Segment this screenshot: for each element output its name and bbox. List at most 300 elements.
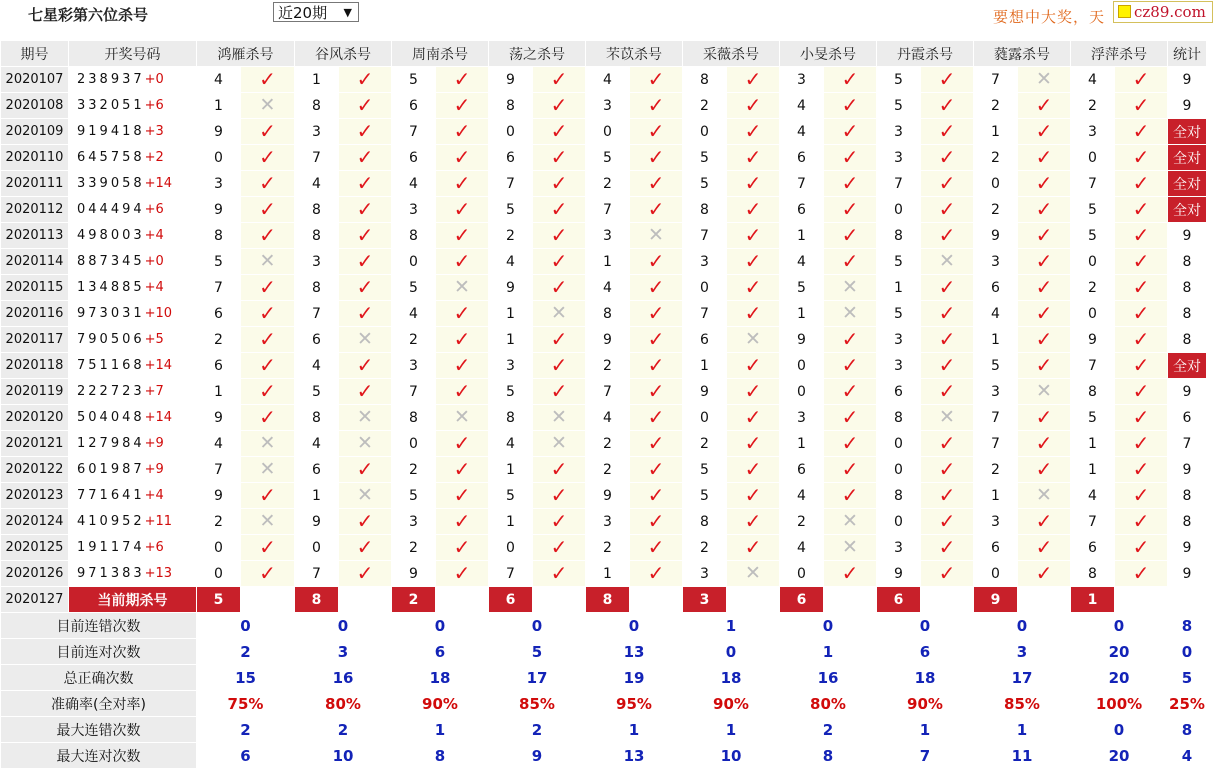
check-icon: ✓ (356, 508, 374, 533)
result-cell (533, 67, 586, 93)
kill-number-cell: 3 (780, 67, 824, 93)
stats-value: 13 (586, 639, 683, 665)
check-icon: ✓ (356, 196, 374, 221)
kill-number-cell: 8 (489, 93, 533, 119)
kill-number-cell: 1 (780, 431, 824, 457)
cross-icon: ✕ (1036, 484, 1052, 506)
kill-number-cell: 6 (683, 327, 727, 353)
kill-number-cell: 7 (489, 171, 533, 197)
cross-icon: ✕ (745, 562, 761, 584)
kill-number-cell: 3 (586, 93, 630, 119)
kill-number-cell: 0 (877, 457, 921, 483)
stats-value: 80% (295, 691, 392, 717)
table-row (1, 223, 1207, 249)
check-icon: ✓ (453, 456, 471, 481)
check-icon: ✓ (550, 170, 568, 195)
table-row (1, 119, 1207, 145)
kill-number-cell: 0 (392, 431, 436, 457)
result-cell (630, 535, 683, 561)
kill-number-cell: 7 (586, 379, 630, 405)
cross-icon: ✕ (842, 510, 858, 532)
kill-number-cell: 7 (1071, 171, 1115, 197)
kill-number-cell: 7 (392, 379, 436, 405)
stats-value: 9 (489, 743, 586, 769)
check-icon: ✓ (938, 66, 956, 91)
check-icon: ✓ (1132, 326, 1150, 351)
result-cell (824, 327, 877, 353)
draw-digits: 601987 (77, 462, 145, 477)
check-icon: ✓ (1132, 274, 1150, 299)
check-icon: ✓ (259, 482, 276, 507)
kill-number-cell: 4 (489, 249, 533, 275)
result-cell (824, 431, 877, 457)
current-stat-cell (1168, 587, 1207, 613)
table-row (1, 457, 1207, 483)
result-cell (1115, 483, 1168, 509)
kill-number-cell: 7 (683, 223, 727, 249)
check-icon: ✓ (1035, 352, 1053, 377)
site-logo[interactable] (1113, 1, 1213, 23)
check-icon: ✓ (550, 508, 568, 533)
stats-value: 18 (877, 665, 974, 691)
kill-number-cell: 2 (197, 509, 241, 535)
stats-value: 6 (197, 743, 295, 769)
kill-number-cell: 4 (295, 171, 339, 197)
result-cell (630, 483, 683, 509)
check-icon: ✓ (259, 326, 276, 351)
check-icon: ✓ (1132, 482, 1150, 507)
check-icon: ✓ (744, 534, 762, 559)
kill-number-cell: 1 (295, 67, 339, 93)
result-cell (824, 379, 877, 405)
stats-value: 16 (780, 665, 877, 691)
result-cell (1115, 93, 1168, 119)
result-cell (533, 119, 586, 145)
result-cell (339, 379, 392, 405)
result-cell (921, 353, 974, 379)
kill-number-cell: 5 (974, 353, 1018, 379)
stats-value: 0 (780, 613, 877, 639)
result-cell (533, 93, 586, 119)
kill-number-cell: 9 (683, 379, 727, 405)
result-cell (1115, 145, 1168, 171)
result-cell (921, 171, 974, 197)
check-icon: ✓ (1132, 300, 1150, 325)
period-cell: 2020107 (1, 67, 69, 93)
stats-total: 8 (1168, 613, 1207, 639)
kill-number-cell: 3 (780, 405, 824, 431)
check-icon: ✓ (453, 560, 471, 585)
all-correct-badge: 全对 (1168, 145, 1207, 171)
kill-number-cell: 3 (683, 561, 727, 587)
stats-value: 2 (197, 717, 295, 743)
draw-sum: +4 (144, 488, 164, 503)
result-cell (630, 145, 683, 171)
table-row (1, 431, 1207, 457)
table-row (1, 197, 1207, 223)
result-cell (921, 93, 974, 119)
check-icon: ✓ (938, 274, 956, 299)
cross-icon: ✕ (259, 510, 276, 532)
cross-icon: ✕ (454, 276, 470, 298)
check-icon: ✓ (1035, 92, 1053, 117)
result-cell (1115, 223, 1168, 249)
check-icon: ✓ (841, 560, 859, 585)
result-cell (533, 275, 586, 301)
result-cell (824, 301, 877, 327)
check-icon: ✓ (550, 352, 568, 377)
kill-number-cell: 3 (1071, 119, 1115, 145)
result-cell (436, 509, 489, 535)
kill-number-cell: 5 (683, 145, 727, 171)
all-correct-badge: 全对 (1168, 353, 1207, 379)
check-icon: ✓ (259, 118, 276, 143)
draw-sum: +14 (144, 410, 173, 425)
result-cell (824, 93, 877, 119)
result-cell (921, 483, 974, 509)
draw-digits: 973031 (77, 306, 145, 321)
result-cell (339, 93, 392, 119)
cross-icon: ✕ (842, 536, 858, 558)
result-cell (824, 405, 877, 431)
check-icon: ✓ (356, 248, 374, 273)
check-icon: ✓ (841, 352, 859, 377)
draw-numbers-cell (69, 119, 197, 145)
result-cell (436, 119, 489, 145)
kill-number-cell: 2 (683, 431, 727, 457)
period-cell: 2020123 (1, 483, 69, 509)
draw-numbers-cell (69, 327, 197, 353)
result-cell (727, 535, 780, 561)
result-cell (241, 67, 295, 93)
header-row (1, 41, 1207, 67)
result-cell (1115, 535, 1168, 561)
stats-label: 最大连对次数 (1, 743, 197, 769)
check-icon: ✓ (1132, 170, 1150, 195)
draw-digits: 771641 (77, 488, 145, 503)
result-cell (1018, 405, 1071, 431)
kill-number-cell: 4 (780, 483, 824, 509)
kill-number-cell: 4 (489, 431, 533, 457)
draw-sum: +7 (144, 384, 164, 399)
check-icon: ✓ (938, 430, 956, 455)
draw-digits: 504048 (77, 410, 145, 425)
check-icon: ✓ (1132, 378, 1150, 403)
kill-number-cell: 6 (974, 535, 1018, 561)
period-select[interactable] (273, 2, 359, 22)
kill-number-cell: 3 (974, 509, 1018, 535)
check-icon: ✓ (356, 560, 374, 585)
result-cell (1018, 145, 1071, 171)
kill-number-cell: 0 (1071, 301, 1115, 327)
kill-number-cell: 0 (489, 119, 533, 145)
cross-icon: ✕ (357, 432, 373, 454)
cross-icon: ✕ (842, 302, 858, 324)
stat-cell: 9 (1168, 67, 1207, 93)
draw-numbers-cell (69, 301, 197, 327)
column-header: 浮萍杀号 (1071, 41, 1168, 67)
stats-value: 1 (780, 639, 877, 665)
check-icon: ✓ (550, 482, 568, 507)
check-icon: ✓ (453, 196, 471, 221)
result-cell (533, 197, 586, 223)
result-cell (921, 197, 974, 223)
stats-value: 8 (780, 743, 877, 769)
draw-numbers-cell (69, 379, 197, 405)
result-cell (824, 457, 877, 483)
check-icon: ✓ (1035, 300, 1053, 325)
draw-numbers-cell (69, 561, 197, 587)
result-cell (339, 561, 392, 587)
kill-number-cell: 8 (295, 275, 339, 301)
period-cell: 2020109 (1, 119, 69, 145)
check-icon: ✓ (744, 430, 762, 455)
result-cell (630, 119, 683, 145)
kill-number-cell: 5 (780, 275, 824, 301)
stats-row (1, 743, 1207, 769)
draw-sum: +4 (144, 228, 164, 243)
column-header: 期号 (1, 41, 69, 67)
stats-total: 8 (1168, 717, 1207, 743)
kill-number-cell: 9 (197, 197, 241, 223)
check-icon: ✓ (1035, 404, 1053, 429)
kill-number-cell: 7 (489, 561, 533, 587)
result-cell (436, 171, 489, 197)
result-cell (824, 197, 877, 223)
check-icon: ✓ (841, 118, 859, 143)
draw-digits: 410952 (77, 514, 145, 529)
stats-value: 85% (974, 691, 1071, 717)
kill-number-cell: 5 (392, 483, 436, 509)
result-cell (436, 483, 489, 509)
stats-label: 目前连错次数 (1, 613, 197, 639)
result-cell (241, 327, 295, 353)
kill-number-cell: 3 (683, 249, 727, 275)
kill-number-cell: 6 (877, 379, 921, 405)
result-cell (630, 405, 683, 431)
result-cell (630, 67, 683, 93)
check-icon: ✓ (841, 92, 859, 117)
kill-number-cell: 2 (683, 535, 727, 561)
kill-number-cell: 0 (974, 171, 1018, 197)
period-cell: 2020121 (1, 431, 69, 457)
kill-number-cell: 6 (780, 145, 824, 171)
kill-number-cell: 8 (877, 405, 921, 431)
result-cell (630, 353, 683, 379)
check-icon: ✓ (1035, 560, 1053, 585)
result-cell (630, 431, 683, 457)
kill-number-cell: 3 (392, 197, 436, 223)
draw-digits: 222723 (77, 384, 145, 399)
logo-square-icon (1118, 5, 1131, 18)
draw-sum: +2 (144, 150, 164, 165)
check-icon: ✓ (453, 378, 471, 403)
stat-cell: 8 (1168, 509, 1207, 535)
table-row (1, 301, 1207, 327)
result-cell (1115, 353, 1168, 379)
result-cell (241, 457, 295, 483)
result-cell (727, 431, 780, 457)
check-icon: ✓ (1132, 430, 1150, 455)
check-icon: ✓ (744, 222, 762, 247)
kill-number-cell: 0 (683, 119, 727, 145)
kill-number-cell: 9 (197, 405, 241, 431)
result-cell (533, 483, 586, 509)
kill-number-cell: 4 (586, 67, 630, 93)
column-header: 荡之杀号 (489, 41, 586, 67)
kill-number-cell: 3 (877, 535, 921, 561)
kill-number-cell: 1 (197, 379, 241, 405)
check-icon: ✓ (550, 92, 568, 117)
column-header: 蕤露杀号 (974, 41, 1071, 67)
kill-number-cell: 6 (392, 93, 436, 119)
kill-number-cell: 0 (586, 119, 630, 145)
kill-number-cell: 8 (683, 509, 727, 535)
table-row (1, 93, 1207, 119)
kill-number-cell: 0 (295, 535, 339, 561)
stats-value: 0 (586, 613, 683, 639)
current-blank-cell (630, 587, 683, 613)
period-cell: 2020125 (1, 535, 69, 561)
check-icon: ✓ (1132, 560, 1150, 585)
result-cell (533, 431, 586, 457)
kill-number-cell: 5 (877, 93, 921, 119)
check-icon: ✓ (744, 352, 762, 377)
cross-icon: ✕ (357, 328, 373, 350)
kill-number-cell: 3 (392, 353, 436, 379)
check-icon: ✓ (1132, 456, 1150, 481)
check-icon: ✓ (938, 326, 956, 351)
check-icon: ✓ (453, 222, 471, 247)
check-icon: ✓ (1035, 118, 1053, 143)
period-select-value: 近20期 (278, 4, 328, 22)
result-cell (1115, 197, 1168, 223)
check-icon: ✓ (938, 300, 956, 325)
kill-number-cell: 0 (877, 197, 921, 223)
period-cell: 2020111 (1, 171, 69, 197)
kill-number-cell: 4 (780, 93, 824, 119)
top-bar (0, 0, 1215, 35)
kill-number-cell: 9 (197, 483, 241, 509)
stats-value: 80% (780, 691, 877, 717)
check-icon: ✓ (1132, 66, 1150, 91)
check-icon: ✓ (1132, 144, 1150, 169)
result-cell (241, 379, 295, 405)
draw-sum: +6 (144, 98, 164, 113)
check-icon: ✓ (647, 196, 665, 221)
check-icon: ✓ (938, 482, 956, 507)
result-cell (727, 93, 780, 119)
result-cell (339, 353, 392, 379)
result-cell (436, 93, 489, 119)
check-icon: ✓ (647, 170, 665, 195)
kill-number-cell: 1 (974, 327, 1018, 353)
kill-number-cell: 2 (974, 145, 1018, 171)
result-cell (241, 249, 295, 275)
column-header: 小旻杀号 (780, 41, 877, 67)
result-cell (727, 67, 780, 93)
check-icon: ✓ (841, 482, 859, 507)
check-icon: ✓ (453, 66, 471, 91)
current-blank-cell (1018, 587, 1071, 613)
result-cell (727, 197, 780, 223)
current-period-row (1, 587, 1207, 613)
period-cell: 2020120 (1, 405, 69, 431)
kill-number-cell: 5 (392, 67, 436, 93)
kill-number-cell: 3 (295, 249, 339, 275)
draw-digits: 790506 (77, 332, 145, 347)
check-icon: ✓ (1035, 456, 1053, 481)
kill-number-cell: 4 (1071, 483, 1115, 509)
stats-value: 7 (877, 743, 974, 769)
kill-number-cell: 5 (877, 67, 921, 93)
stats-row (1, 717, 1207, 743)
kill-number-cell: 7 (392, 119, 436, 145)
all-correct-badge: 全对 (1168, 171, 1207, 197)
kill-number-cell: 6 (489, 145, 533, 171)
result-cell (921, 275, 974, 301)
cross-icon: ✕ (259, 432, 276, 454)
check-icon: ✓ (1035, 534, 1053, 559)
kill-number-cell: 2 (1071, 93, 1115, 119)
stats-value: 2 (295, 717, 392, 743)
result-cell (1115, 405, 1168, 431)
check-icon: ✓ (841, 144, 859, 169)
result-cell (1115, 171, 1168, 197)
check-icon: ✓ (550, 274, 568, 299)
kill-number-cell: 8 (683, 197, 727, 223)
table-row (1, 171, 1207, 197)
check-icon: ✓ (647, 430, 665, 455)
result-cell (630, 249, 683, 275)
result-cell (727, 483, 780, 509)
stats-value: 0 (392, 613, 489, 639)
result-cell (533, 171, 586, 197)
check-icon: ✓ (550, 66, 568, 91)
result-cell (630, 275, 683, 301)
column-header: 丹霞杀号 (877, 41, 974, 67)
result-cell (727, 223, 780, 249)
period-cell: 2020116 (1, 301, 69, 327)
result-cell (630, 561, 683, 587)
check-icon: ✓ (647, 404, 665, 429)
kill-number-cell: 1 (683, 353, 727, 379)
result-cell (533, 405, 586, 431)
result-cell (824, 561, 877, 587)
draw-digits: 919418 (77, 124, 145, 139)
result-cell (1115, 431, 1168, 457)
check-icon: ✓ (1132, 248, 1150, 273)
draw-digits: 127984 (77, 436, 145, 451)
period-cell: 2020117 (1, 327, 69, 353)
cross-icon: ✕ (939, 250, 955, 272)
kill-number-cell: 4 (586, 275, 630, 301)
draw-digits: 332051 (77, 98, 145, 113)
result-cell (630, 93, 683, 119)
table-row (1, 535, 1207, 561)
result-cell (630, 379, 683, 405)
stat-cell: 9 (1168, 223, 1207, 249)
result-cell (436, 327, 489, 353)
draw-numbers-cell (69, 405, 197, 431)
kill-number-cell: 5 (489, 483, 533, 509)
kill-number-cell: 9 (197, 119, 241, 145)
result-cell (921, 249, 974, 275)
kill-number-cell: 9 (877, 561, 921, 587)
kill-number-cell: 7 (295, 301, 339, 327)
check-icon: ✓ (453, 144, 471, 169)
check-icon: ✓ (938, 560, 956, 585)
